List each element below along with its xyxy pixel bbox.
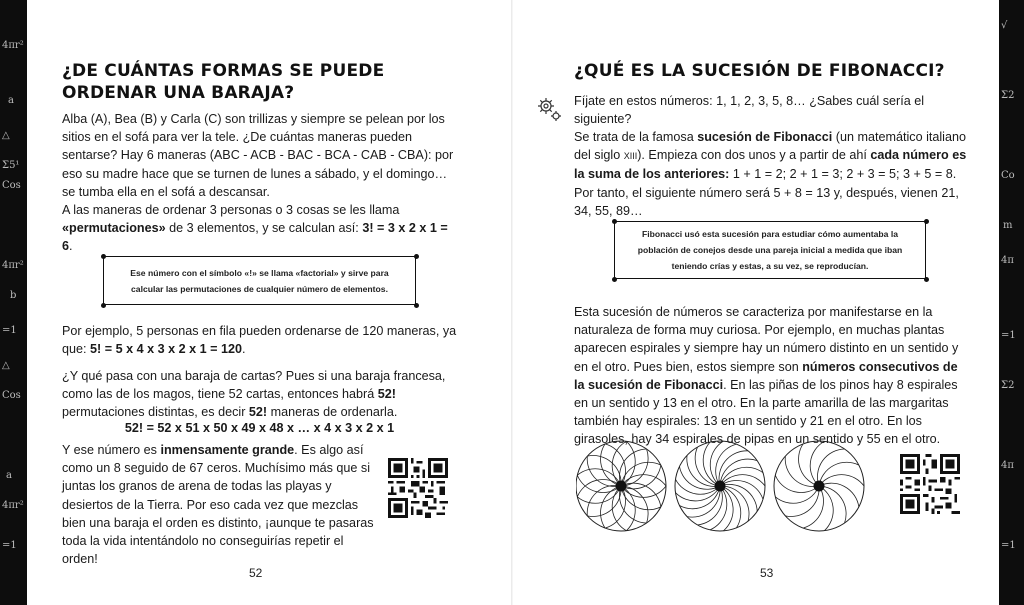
math-doodle: 4πr² (2, 260, 24, 271)
math-doodle: 4π (1001, 460, 1014, 471)
math-doodle: =1 (1001, 330, 1016, 341)
spiral-pattern-icon (576, 438, 866, 534)
math-doodle: Σ5¹ (2, 160, 20, 171)
left-paragraph-2: A las maneras de ordenar 3 personas o 3 cosas se les llama «permutaciones» de 3 elementos, y se calculan así: 3! = 3 x 2 x 1 = 6. (62, 203, 448, 254)
math-doodle: Cos (2, 390, 21, 401)
right-paragraph-2: Se trata de la famosa sucesión de Fibonacci (un matemático italiano del siglo XIII). Empieza con dos unos y a partir de ahí cada número es la suma de los anteriores: 1 + 1 = 2; 2 + 1 = 3; 2 + 3 = 5; 3 + 5 = 8. Por tanto, el siguiente número será 5 + 8 = 13 y, después, vienen 21, 34, 55, 89… (574, 130, 967, 218)
math-doodle: △ (2, 360, 10, 371)
math-doodle: m (1003, 220, 1013, 231)
math-doodle: a (6, 470, 12, 481)
right-paragraph-3: Esta sucesión de números se caracteriza por manifestarse en la naturaleza de forma muy curiosa. Por ejemplo, en muchas plantas aparecen espirales y siempre hay un número distinto en un sentido y en el otro. Pues bien, estos siempre son números consecutivos de la sucesión de Fibonacci. En las piñas de los pinos hay 8 espirales en un sentido y 13 en el otro. En la parte amarilla de las margaritas también hay espirales: 13 en un sentido y 21 en el otro. En los girasoles, hay 34 espirales de pipas en un sentido y 55 en el otro. (574, 305, 959, 447)
right-chalkboard-border (999, 0, 1024, 605)
qr-code-icon[interactable] (388, 458, 448, 518)
math-doodle: Co (1001, 170, 1015, 181)
factorial-note-box (103, 256, 416, 305)
right-page-title: ¿QUÉ ES LA SUCESIÓN DE FIBONACCI? (574, 61, 945, 81)
math-doodle: 4πr² (2, 500, 24, 511)
left-paragraph-1: Alba (A), Bea (B) y Carla (C) son trillizas y siempre se pelean por los sitios en el sofá para ver la tele. ¿De cuántas maneras pueden sentarse? Hay 6 maneras (ABC - ACB - BAC - BCA - CAB - CBA): por eso su madre hace que se turnen de lunes a sábado, y el domingo… se tumba ella en el sofá a descansar. (62, 112, 454, 199)
math-doodle: 4πr² (2, 40, 24, 51)
fibonacci-note-text: Fibonacci usó esta sucesión para estudiar cómo aumentaba la población de conejos desde una pareja inicial a medida que iban teniendo crías y estas, a su vez, se reproducían. (637, 229, 903, 271)
right-paragraph-1: Fíjate en estos números: 1, 1, 2, 3, 5, 8… ¿Sabes cuál sería el siguiente? (574, 94, 925, 127)
left-page (27, 0, 512, 605)
qr-code-icon[interactable] (900, 454, 960, 514)
math-doodle: Σ2 (1001, 90, 1015, 101)
left-page-title: ¿DE CUÁNTAS FORMAS SE PUEDE ORDENAR UNA BARAJA? (62, 61, 385, 103)
math-doodle: b (10, 290, 17, 301)
left-paragraph-5: Y ese número es inmensamente grande. Es algo así como un 8 seguido de 67 ceros. Muchísimo más que si juntas los granos de arena de todas las playas y desiertos de la Tierra. Por eso cada vez que mezclas bien una baraja el orden es distinto, ¡aunque te pasaras toda la vida intentándolo no conseguirías repetir el orden! (62, 443, 374, 567)
right-page (512, 0, 999, 605)
math-doodle: a (8, 95, 14, 106)
left-page-number: 52 (249, 566, 263, 580)
math-doodle: Σ2 (1001, 380, 1015, 391)
gear-icon (536, 95, 564, 123)
math-doodle: √ (1001, 20, 1008, 31)
math-doodle: △ (2, 130, 10, 141)
math-doodle: =1 (2, 325, 17, 336)
fibonacci-note-box (614, 221, 926, 279)
math-doodle: =1 (2, 540, 17, 551)
factorial-note-text: Ese número con el símbolo «!» se llama «factorial» y sirve para calcular las permutaciones de cualquier número de elementos. (130, 267, 389, 294)
right-page-number: 53 (760, 566, 774, 580)
left-paragraph-4: ¿Y qué pasa con una baraja de cartas? Pues si una baraja francesa, como las de los magos, tiene 52 cartas, entonces habrá 52! permutaciones distintas, es decir 52! maneras de ordenarla. (62, 369, 446, 420)
math-doodle: =1 (1001, 540, 1016, 551)
factorial-52-formula: 52! = 52 x 51 x 50 x 49 x 48 x … x 4 x 3 x 2 x 1 (124, 421, 395, 435)
left-paragraph-3: Por ejemplo, 5 personas en fila pueden ordenarse de 120 maneras, ya que: 5! = 5 x 4 x 3 x 2 x 1 = 120. (62, 324, 457, 357)
math-doodle: Cos (2, 180, 21, 191)
math-doodle: 4π (1001, 255, 1014, 266)
left-chalkboard-border (0, 0, 27, 605)
